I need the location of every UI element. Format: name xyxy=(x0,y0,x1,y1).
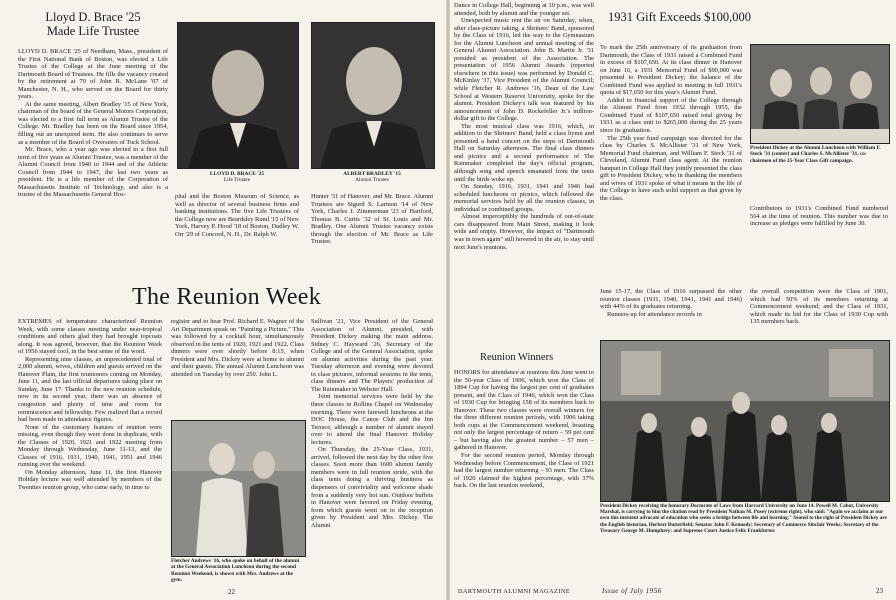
brace-caption-role: Life Trustee xyxy=(223,177,251,184)
photo-image xyxy=(172,421,305,556)
gift-photo-caption: President Dickey at the Alumni Luncheon with William F. Steck '31 (center) and Charles S. McAllister '31, co-chairmen of the 25-Year Class Gift campaign. xyxy=(750,145,881,164)
brace-paragraph: At the same meeting, Albert Bradley '15 of New York, chairman of the board of the General Motors Corporation, was elected to a first full term as Alumni Trustee of the College. Mr. Bradley has been on the Board since 1954, filling out an unexpired term. He also continues to serve as a member of the Board of Overseers of Tuck School. xyxy=(18,100,168,146)
brace-portrait-photo xyxy=(177,22,299,169)
bradley-caption-role: Alumni Trustee xyxy=(355,177,389,184)
brace-column-1 xyxy=(18,48,168,268)
bradley-caption-name: ALBERT BRADLEY '15 xyxy=(343,171,401,177)
reunion-paragraph: On Monday afternoon, June 11, the first Hanover Holiday lecture was well attended by members of the Twenties reunion group, who came early, in time to xyxy=(18,468,162,492)
photo-image xyxy=(751,45,889,143)
photo-image xyxy=(601,341,889,501)
reunion-paragraph: Dance in College Hall, beginning at 10 p.m., was well attended, both by alumni and the younger set. xyxy=(454,2,594,17)
footer-magazine-name: DARTMOUTH ALUMNI MAGAZINE xyxy=(458,588,571,595)
reunion-paragraph: Joint memorial services were held by the three classes in Rollins Chapel on Wednesday morning. There were farewell luncheons at the DOC House, the Canoe Club and the Inn Terrace, although a number of alumni stayed over to attend the final Hanover Holiday lectures. xyxy=(311,393,433,446)
winners-continued-column-2 xyxy=(750,288,888,332)
gift-paragraph: The 25th year fund campaign was directed for the class by Charles S. McAllister '31 of New York, Memorial Fund chairman, and William F. Steck '31 of Cleveland, Alumni Fund class agent. At the reunion banquet in College Hall they jointly presented the class gift to President Dickey, who in thanking the members and wives of 1931 spoke of what it means in the life of the College to have such solid support as that given by the class. xyxy=(600,134,742,202)
gift-title: 1931 Gift Exceeds $100,000 xyxy=(608,10,752,24)
reunion-continued-column xyxy=(454,2,594,280)
reunion-column-3 xyxy=(311,318,433,580)
reunion-week-title: The Reunion Week xyxy=(132,284,322,310)
reunion-column-1 xyxy=(18,318,162,580)
brace-paragraph: pital and the Boston Museum of Science, as well as director of several business firms and banking institutions. The five Life Trustees of the College now are Beardsley Ruml '15 of New York, Harvey P. Hood '18 of Boston, Dudley W. Orr '29 of Concord, N. H., Dr. Ralph W. xyxy=(175,193,299,238)
reunion-winners-title: Reunion Winners xyxy=(480,352,554,363)
reunion-column-2 xyxy=(171,318,304,414)
left-page xyxy=(0,0,446,600)
gift-paragraph: Added to financial support of the College through the Alumni Fund from 1932 through 1955, the Combined Fund of $107,650 raised total giving by 1931 as a class unit to $265,000 during the 25 years since its graduation. xyxy=(600,96,742,135)
brace-title-line2: Made Life Trustee xyxy=(46,24,140,38)
reunion-paragraph: The most musical class was 1916, which, in addition to the Shriners' Band, held a class hymn and presented a band concert on the steps of Dartmouth Hall on Saturday afternoon. The final class dinners and picnics and a second performance of The Rainmaker completed the day's official program, although song and speech emanated from the tents until the birds woke up. xyxy=(454,122,594,183)
brace-paragraph: Hunter '31 of Hanover, and Mr. Brace. Alumni Trustees are Sigurd S. Larmon '14 of New York, Charles J. Zimmerman '23 of Hartford, Thomas B. Curtis '32 of St. Louis and Mr. Bradley. One Alumni Trustee vacancy exists through the election of Mr. Brace as Life Trustee. xyxy=(311,193,433,246)
winners-continued-column-1 xyxy=(600,288,742,332)
brace-paragraph: LLOYD D. BRACE '25 of Needham, Mass., president of the First National Bank of Boston, was elected a Life Trustee of the College at the June meeting of the Dartmouth Board of Trustees. He fills the vacancy created by the retirement at 70 of John R. McLane '07 of Manchester, N. H., who served on the Board for thirty years. xyxy=(18,48,168,101)
winners-paragraph: June 15-17, the Class of 1916 surpassed the other reunion classes (1931, 1940, 1941, 1941 and 1946) with 44% of its graduates returning. xyxy=(600,288,742,311)
brace-title-line1: Lloyd D. Brace '25 xyxy=(45,10,141,24)
right-page xyxy=(450,0,896,600)
andrews-photo xyxy=(171,420,306,557)
reunion-paragraph: Representing nine classes, an unprecedented total of 2,000 alumni, wives, children and guests arrived on the Hanover Plain, the first reunioners coming on Monday, June 11, and the last official departures taking place on Sunday, June 17. Thanks to the new reunion schedule, now in its second year, there was an absence of congestion and plenty of time and room for reminiscence and fellowship. Few realized that a record had been made in attendance figures. xyxy=(18,355,162,424)
winners-paragraph: the overall competition were the Class of 1901, which had 50% of its members returning at Commencement weekend; and the Class of 1931, which made its bid for the Class of 1930 Cup with 135 members back. xyxy=(750,288,888,326)
gift-column-1 xyxy=(600,44,742,284)
portrait-image xyxy=(312,23,434,168)
reunion-paragraph: Unexpected music rent the air on Saturday, when, after class-picture taking, a Shriners' Band, sponsored by the Class of 1916, led the way to the Gymnasium for the Alumni Luncheon and annual meeting of the General Alumni Association. John B. Martin Jr. '31 presided as president of the Association. The presentation of 1956 Alumni Awards (reported elsewhere in this issue) was performed by Donald C. McKinlay '37, Vice President of the Alumni Council; while Fletcher R. Andrews '16, Dean of the Law School at Western Reserve University, spoke for the alumni. President Dickey's talk was featured by his announcement of John D. Rockefeller Jr.'s million-dollar gift to the College. xyxy=(454,17,594,123)
footer-issue-date: Issue of July 1956 xyxy=(602,587,662,595)
bradley-photo-caption xyxy=(311,171,433,184)
portrait-image xyxy=(178,23,298,168)
gift-luncheon-photo xyxy=(750,44,890,144)
andrews-photo-caption: Fletcher Andrews '16, who spoke on behalf of the alumni at the General Association Luncheon during the second Reunion Weekend, is shown with Mrs. Andrews at the gym. xyxy=(171,558,300,583)
harvard-ceremony-photo xyxy=(600,340,890,502)
reunion-paragraph: None of the customary features of reunion were missing, even though they were done in duplicate, with the Classes of 1920, 1921 and 1922 meeting from Monday through Wednesday, June 11-13, and the Classes of 1916, 1931, 1940, 1941, 1951 and 1946 running over the weekend. xyxy=(18,423,162,469)
brace-column-3 xyxy=(311,193,433,269)
gift-paragraph: Contributors to 1931's Combined Fund numbered 564 at the time of reunion. This number was due to increase as pledges were fulfilled by June 30. xyxy=(750,205,888,228)
brace-column-2 xyxy=(175,193,299,269)
gift-paragraph: To mark the 25th anniversary of its graduation from Dartmouth, the Class of 1931 raised a Combined Fund in excess of $107,650. At its class dinner in Hanover on June 16, a 1931 Memorial Fund of $90,000 was presented to President Dickey; the balance of the Combined Fund was applied to meeting in full 1931's quota of $17,650 for this year's Alumni Fund. xyxy=(600,44,742,97)
reunion-winners-column xyxy=(454,369,594,583)
harvard-photo-caption: President Dickey receiving the honorary Doctorate of Laws from Harvard University on June 14. Powell M. Cabot, University Marshal, is carrying to him the citation read by President Nathan M. Pusey (extreme right), who said: "Again we acclaim as our own this insistent advocate of education who seeks a bridge between life and learning." Seated to the right of President Dickey are the English historian, Herbert Butterfield; Senator John F. Kennedy; Secretary of Commerce Sinclair Weeks; Secretary of the Treasury George M. Humphrey; and Supreme Court Justice Felix Frankfurter. xyxy=(600,503,887,534)
bradley-portrait-photo xyxy=(311,22,435,169)
reunion-paragraph: On Thursday, the 25-Year Class, 1931, arrived, followed the next day by the other five classes. Soon more than 1600 alumni family members were in full reunion stride, with the class tents doing a thriving business as dispensers of conviviality and welcome shade from a suddenly very hot sun. Outdoor buffets in Hanover were favored on Friday evening, from which guests went on to the reception given by President and Mrs. Dickey. The Alumni xyxy=(311,446,433,529)
reunion-paragraph: Sullivan '21, Vice President of the General Association of Alumni, presided, with President Dickey making the main address. Sidney C. Hayward '26, Secretary of the College and of the General Association, spoke on alumni activities during the past year. Tuesday afternoon and evening were devoted to class pictures, informal sessions in the tents, class dinners and The Players' production of The Rainmaker in Webster Hall. xyxy=(311,318,433,393)
page-number-right: 23 xyxy=(876,587,883,595)
winners-paragraph: Runners-up for attendance records in xyxy=(607,310,702,318)
reunion-paragraph: Almost imperceptibly the hundreds of out-of-state cars disappeared from Main Street, making it look wide and empty. However, the impact of "Dartmouth was in town again" still hovered in the air, to stay until next June's reunions. xyxy=(454,213,594,251)
reunion-paragraph: EXTREMES of temperature characterized Reunion Week, with some classes meeting under near-tropical conditions and others glad they had brought topcoats along. It was agreed, however, that the Reunion Week of 1956 stayed cool, in the best sense of the word. xyxy=(18,318,162,356)
reunion-paragraph: register and to hear Prof. Richard E. Wagner of the Art Department speak on "Painting a Picture." This was followed by a cocktail hour, simultaneously observed in the tents of 1920, 1921 and 1922. Class dinners were over shortly before 8:15, when President and Mrs. Dickey were at home to alumni and their guests. The annual Alumni Luncheon was attended on Tuesday by over 250. John L. xyxy=(171,318,304,378)
winners-paragraph: HONORS for attendance at reunions this June went to the 50-year Class of 1906, which won the Class of 1894 Cup for having the largest per cent of graduates present, and the Class of 1946, which won the Class of 1930 Cup for bringing 158 of its members back to Hanover. These two classes were overall winners for the three different reunion periods, with 1906 taking both cups at the Commencement weekend, boasting not only the largest percentage of return – 59 per cent – but having also the greatest number – 57 men – gathered in Hanover. xyxy=(454,369,594,452)
brace-photo-caption xyxy=(177,171,297,184)
winners-paragraph: For the second reunion period, Monday through Wednesday before Commencement, the Class of 1921 had the largest number returning – 93 men. The Class of 1920 claimed the highest percentage, with 37% back. On the last reunion weekend, xyxy=(454,452,594,490)
brace-caption-name: LLOYD D. BRACE '25 xyxy=(209,171,265,177)
brace-headline xyxy=(18,10,168,38)
brace-paragraph: Mr. Brace, who a year ago was elected to a first full term of five years as Alumni Trustee, was a member of the Alumni Council from 1940 to 1944 and of the Athletic Council from 1944 to 1947, the last two years as president. He is a life member of the Corporation of Massachusetts Institute of Technology, and also is a trustee of the Massachusetts General Hos- xyxy=(18,146,168,199)
reunion-paragraph: On Sunday, 1916, 1931, 1941 and 1946 had scheduled luncheons or picnics, which followed the memorial services held by all the reunion classes, in individual or combined groups. xyxy=(454,183,594,213)
page-number-left: 22 xyxy=(228,588,235,596)
gift-column-2 xyxy=(750,205,888,269)
